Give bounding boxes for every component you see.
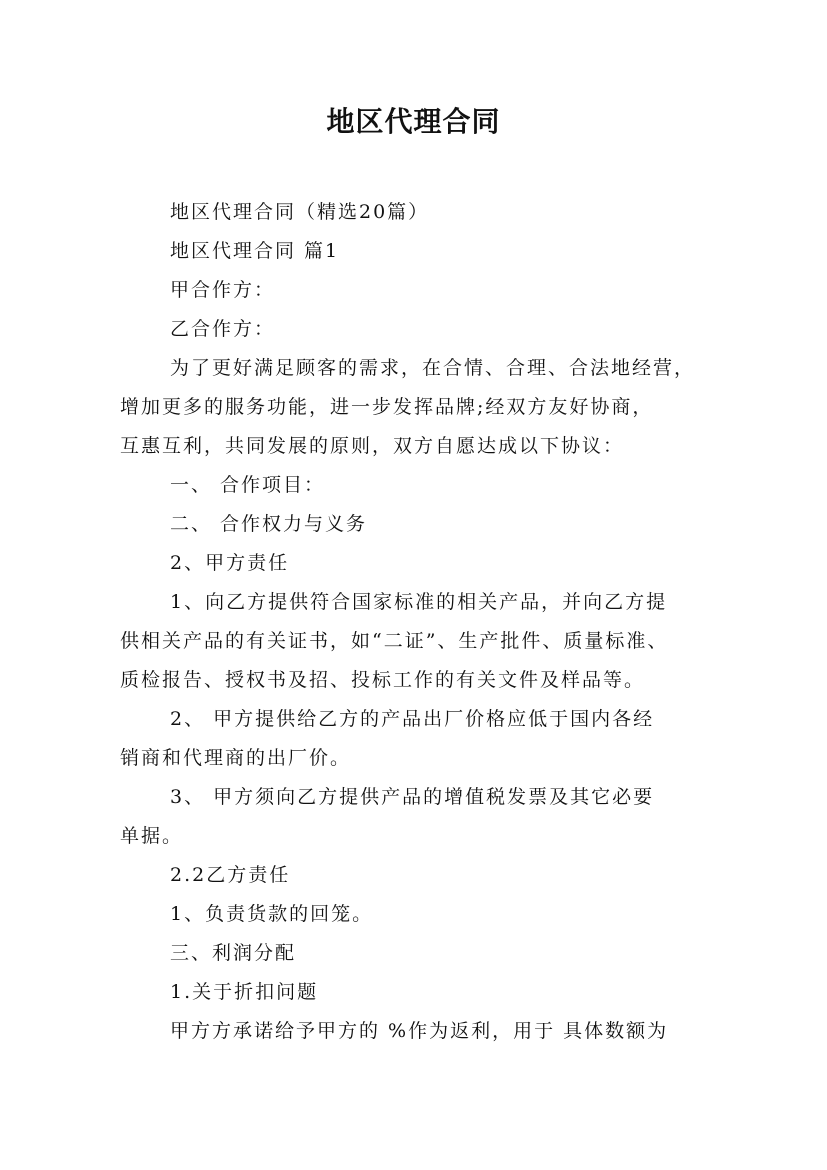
- text-line: 甲方方承诺给予甲方的 %作为返利，用于 具体数额为: [170, 1020, 669, 1042]
- text-line: 三、利润分配: [170, 942, 297, 964]
- text-line: 单据。: [120, 825, 184, 847]
- text-line: 1.关于折扣问题: [170, 981, 319, 1003]
- text-line: 互惠互利，共同发展的原则，双方自愿达成以下协议：: [120, 435, 625, 457]
- text-line: 2、甲方责任: [170, 552, 290, 574]
- text-line: 甲合作方：: [170, 279, 276, 301]
- text-line: 为了更好满足顾客的需求，在合情、合理、合法地经营，: [170, 357, 696, 379]
- text-line: 3、 甲方须向乙方提供产品的增值税发票及其它必要: [170, 786, 655, 808]
- text-line: 2.2乙方责任: [170, 864, 291, 886]
- text-line: 供相关产品的有关证书，如“二证”、生产批件、质量标准、: [120, 630, 669, 652]
- text-line: 地区代理合同 篇1: [170, 240, 340, 262]
- text-line: 1、向乙方提供符合国家标准的相关产品，并向乙方提: [170, 591, 668, 613]
- text-line: 1、负责货款的回笼。: [170, 903, 374, 925]
- text-line: 增加更多的服务功能，进一步发挥品牌;经双方友好协商，: [120, 396, 654, 418]
- document-title: 地区代理合同: [326, 105, 501, 138]
- text-line: 一、 合作项目：: [170, 474, 326, 496]
- text-line: 销商和代理商的出厂价。: [120, 747, 352, 769]
- text-line: 乙合作方：: [170, 318, 276, 340]
- text-line: 二、 合作权力与义务: [170, 513, 368, 535]
- document-body: [120, 193, 720, 1051]
- text-line: 2、 甲方提供给乙方的产品出厂价格应低于国内各经: [170, 708, 655, 730]
- text-line: 地区代理合同（精选20篇）: [170, 201, 430, 223]
- text-line: 质检报告、授权书及招、投标工作的有关文件及样品等。: [120, 669, 646, 691]
